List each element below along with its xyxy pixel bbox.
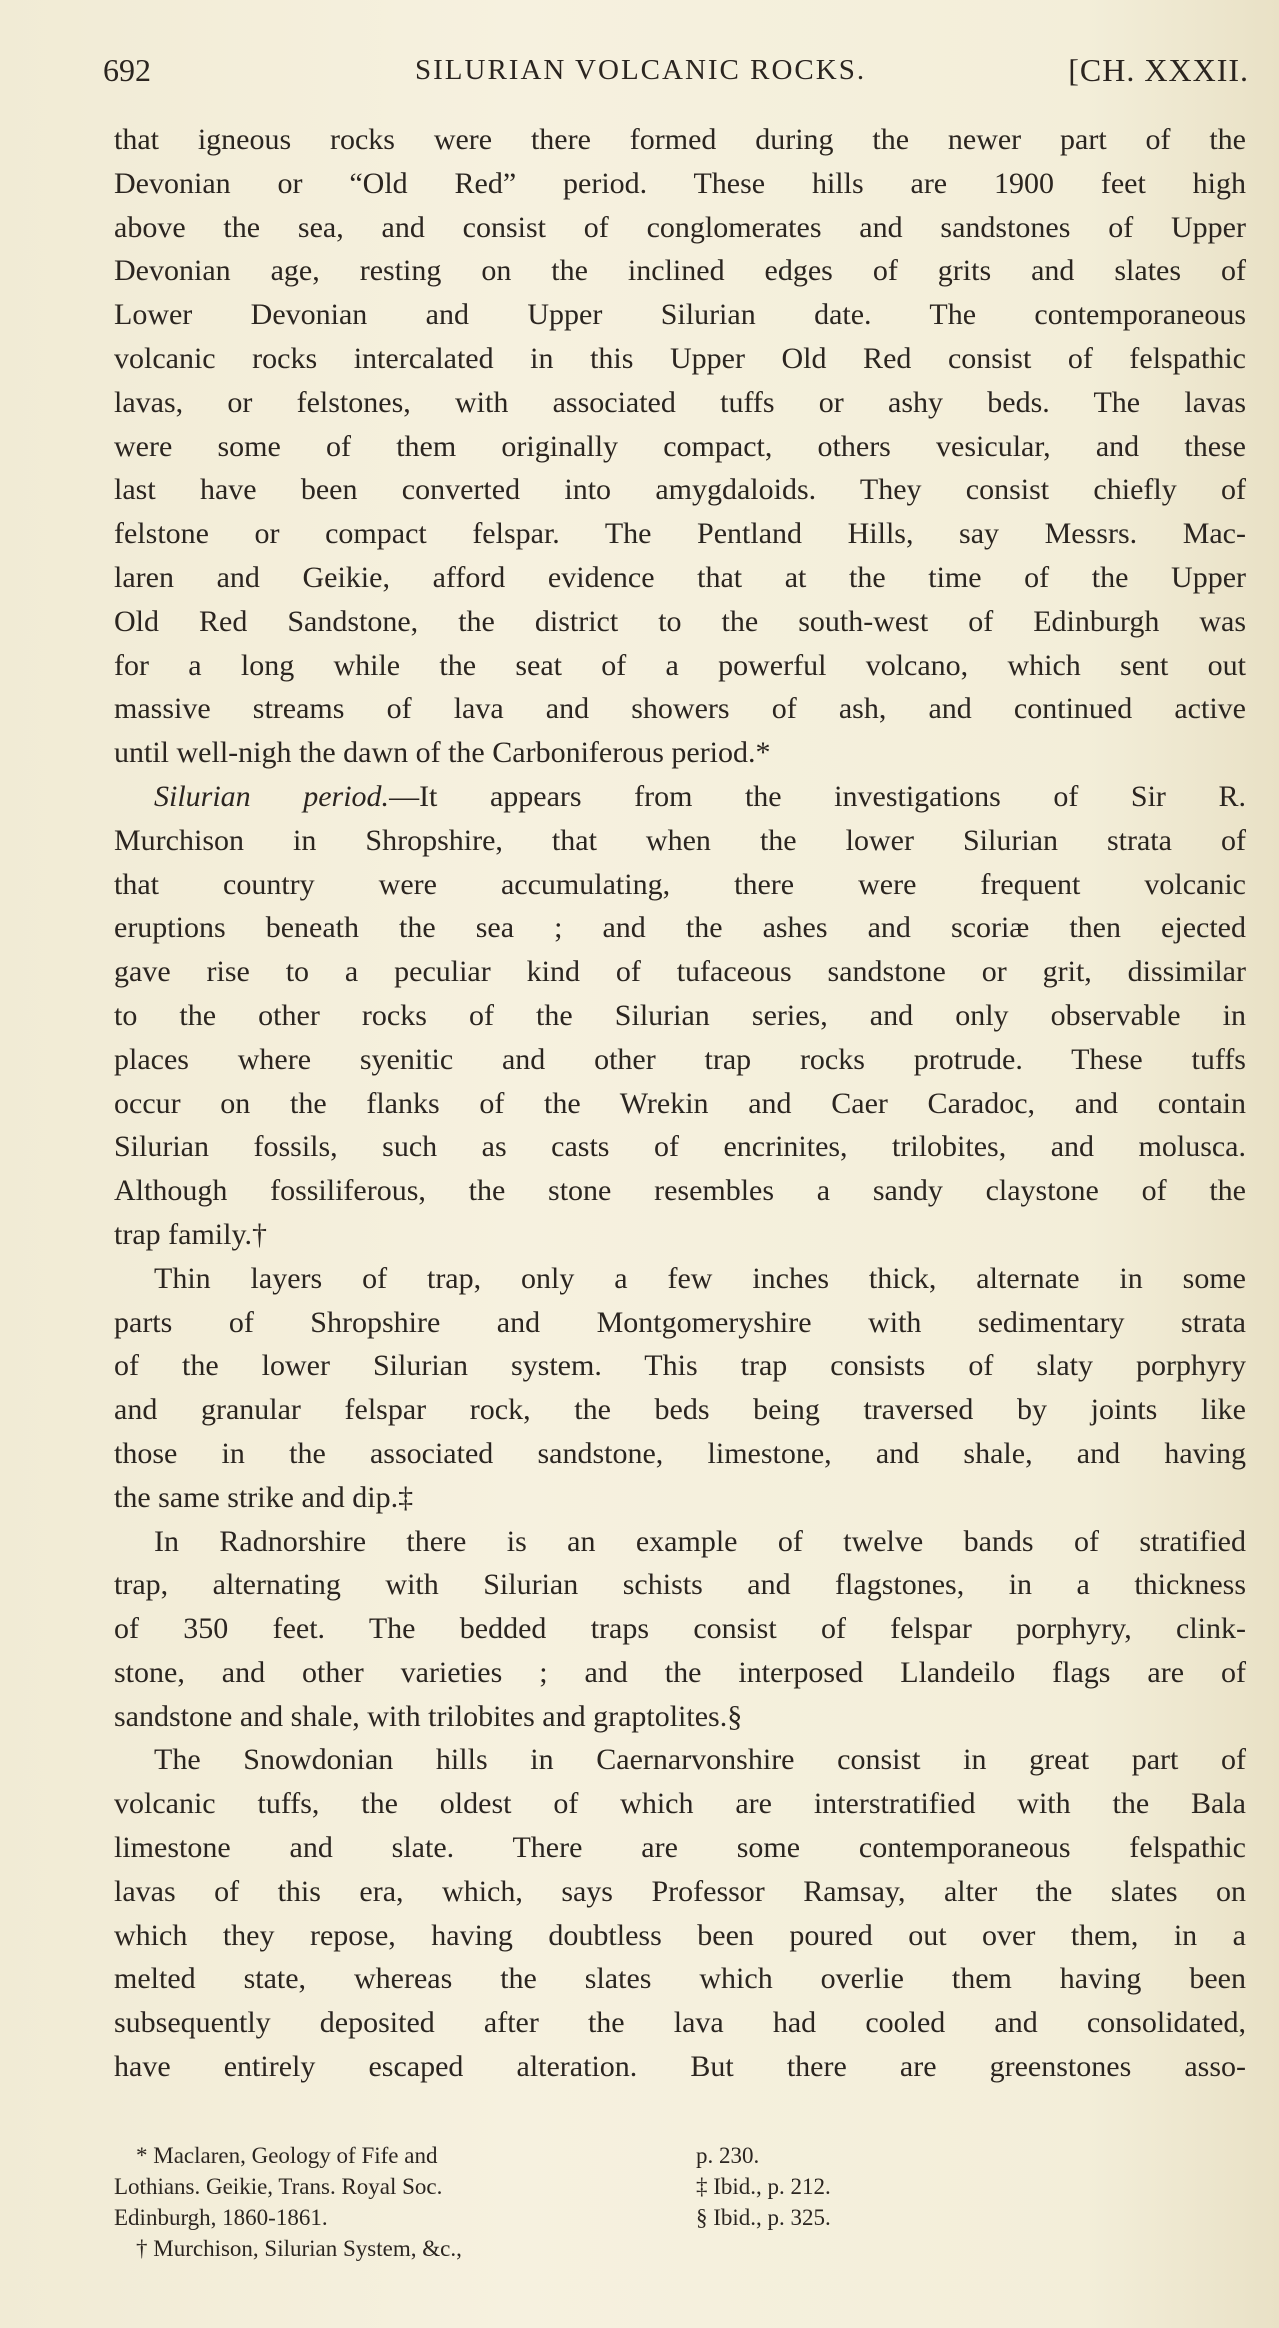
- text-line: [114, 644, 1246, 688]
- text-line: [114, 1563, 1246, 1607]
- line-text: to the other rocks of the Silurian series, and only observable in: [114, 998, 1246, 1032]
- line-text: sandstone and shale, with trilobites and graptolites.§: [114, 1699, 743, 1733]
- text-line: [114, 2045, 1246, 2089]
- body-text: [114, 118, 1246, 2089]
- line-text: volcanic tuffs, the oldest of which are interstratified with the Bala: [114, 1787, 1246, 1821]
- text-line: [114, 775, 1246, 819]
- footnotes-left-column: [114, 2140, 654, 2264]
- line-text: that igneous rocks were there formed during the newer part of the: [114, 123, 1246, 156]
- text-line: [114, 1520, 1246, 1564]
- line-text: until well-nigh the dawn of the Carboniferous period.*: [114, 736, 771, 770]
- footnote-line: § Ibid., p. 325.: [696, 2205, 831, 2230]
- line-text: eruptions beneath the sea ; and the ashes and scoriæ then ejected: [114, 911, 1246, 945]
- footnote-line: p. 230.: [696, 2143, 760, 2168]
- text-line: [114, 1257, 1246, 1301]
- line-text: subsequently deposited after the lava had cooled and consolidated,: [114, 2006, 1246, 2040]
- text-line: [114, 1476, 1246, 1520]
- text-line: [114, 2001, 1246, 2045]
- text-line: [114, 1213, 1246, 1257]
- text-line: [114, 337, 1246, 381]
- line-text: lavas of this era, which, says Professor Ramsay, alter the slates on: [114, 1874, 1246, 1908]
- text-line: [114, 731, 1246, 775]
- line-text: lavas, or felstones, with associated tuffs or ashy beds. The lavas: [114, 385, 1246, 419]
- line-text: Silurian fossils, such as casts of encrinites, trilobites, and molusca.: [114, 1130, 1246, 1164]
- line-text: trap family.†: [114, 1217, 268, 1251]
- text-line: [114, 512, 1246, 556]
- text-line: [114, 206, 1246, 250]
- text-line: [114, 906, 1246, 950]
- line-text: The Snowdonian hills in Caernarvonshire consist in great part of: [154, 1743, 1246, 1777]
- line-text: Murchison in Shropshire, that when the lower Silurian strata of: [114, 823, 1246, 857]
- line-text: Thin layers of trap, only a few inches thick, alternate in some: [154, 1261, 1246, 1295]
- text-line: [114, 1082, 1246, 1126]
- line-text: limestone and slate. There are some contemporaneous felspathic: [114, 1831, 1246, 1865]
- text-line: [114, 1169, 1246, 1213]
- line-text: places where syenitic and other trap rocks protrude. These tuffs: [114, 1042, 1246, 1076]
- line-text: Although fossiliferous, the stone resembles a sandy claystone of the: [114, 1174, 1246, 1208]
- text-line: [114, 687, 1246, 731]
- line-text: which they repose, having doubtless been poured out over them, in a: [114, 1918, 1246, 1952]
- line-text: felstone or compact felspar. The Pentland Hills, say Messrs. Mac-: [114, 517, 1246, 551]
- footnote-line: ‡ Ibid., p. 212.: [696, 2174, 831, 2199]
- line-text: and granular felspar rock, the beds being traversed by joints like: [114, 1393, 1246, 1427]
- text-line: [114, 600, 1246, 644]
- text-line: [114, 1826, 1246, 1870]
- line-text: that country were accumulating, there were frequent volcanic: [114, 867, 1246, 901]
- footnote-line: Edinburgh, 1860-1861.: [114, 2205, 328, 2230]
- footnotes-right-column: [696, 2140, 996, 2233]
- text-line: [114, 556, 1246, 600]
- text-line: [114, 1125, 1246, 1169]
- text-line: [114, 468, 1246, 512]
- text-line: [114, 1607, 1246, 1651]
- line-text: massive streams of lava and showers of ash, and continued active: [114, 692, 1246, 726]
- text-line: [114, 1344, 1246, 1388]
- line-text: those in the associated sandstone, limestone, and shale, and having: [114, 1436, 1246, 1470]
- footnote-line: † Murchison, Silurian System, &c.,: [136, 2236, 462, 2261]
- line-text: stone, and other varieties ; and the interposed Llandeilo flags are of: [114, 1655, 1246, 1689]
- text-line: [114, 1038, 1246, 1082]
- text-line: [114, 425, 1246, 469]
- running-title: SILURIAN VOLCANIC ROCKS.: [415, 54, 867, 86]
- text-line: [114, 863, 1246, 907]
- text-line: [114, 249, 1246, 293]
- text-line: [114, 1738, 1246, 1782]
- text-line: [114, 1914, 1246, 1958]
- text-line: [114, 1870, 1246, 1914]
- line-text: melted state, whereas the slates which overlie them having been: [114, 1962, 1246, 1996]
- line-text: Lower Devonian and Upper Silurian date. The contemporaneous: [114, 298, 1246, 332]
- text-line: [114, 1301, 1246, 1345]
- text-line: [114, 994, 1246, 1038]
- line-text: Devonian or “Old Red” period. These hills are 1900 feet high: [114, 166, 1246, 200]
- line-text: In Radnorshire there is an example of twelve bands of stratified: [154, 1524, 1246, 1558]
- text-line: [114, 1432, 1246, 1476]
- line-text: the same strike and dip.‡: [114, 1480, 414, 1514]
- line-text: trap, alternating with Silurian schists and flagstones, in a thickness: [114, 1568, 1246, 1602]
- line-text: above the sea, and consist of conglomerates and sandstones of Upper: [114, 210, 1246, 244]
- text-line: [114, 162, 1246, 206]
- chapter-label: [CH. XXXII.: [1068, 52, 1249, 88]
- line-text: laren and Geikie, afford evidence that at the time of the Upper: [114, 560, 1246, 594]
- line-text: gave rise to a peculiar kind of tufaceous sandstone or grit, dissimilar: [114, 955, 1246, 989]
- line-text: were some of them originally compact, others vesicular, and these: [114, 429, 1246, 463]
- text-line: [114, 1957, 1246, 2001]
- line-text: of the lower Silurian system. This trap consists of slaty porphyry: [114, 1349, 1246, 1383]
- footnote-line: Lothians. Geikie, Trans. Royal Soc.: [114, 2174, 443, 2199]
- line-text: volcanic rocks intercalated in this Upper Old Red consist of felspathic: [114, 341, 1246, 375]
- line-text: Old Red Sandstone, the district to the south-west of Edinburgh was: [114, 604, 1246, 638]
- line-text: for a long while the seat of a powerful volcano, which sent out: [114, 648, 1246, 682]
- text-line: [114, 819, 1246, 863]
- line-text: Devonian age, resting on the inclined edges of grits and slates of: [114, 254, 1246, 288]
- line-text: have entirely escaped alteration. But there are greenstones asso-: [114, 2050, 1246, 2084]
- line-text: last have been converted into amygdaloids. They consist chiefly of: [114, 473, 1246, 507]
- page-number: 692: [103, 52, 151, 88]
- text-line: [114, 1651, 1246, 1695]
- text-line: [114, 118, 1246, 162]
- line-text: parts of Shropshire and Montgomeryshire with sedimentary strata: [114, 1305, 1246, 1339]
- running-header: [0, 52, 1279, 92]
- text-line: [114, 381, 1246, 425]
- line-text: of 350 feet. The bedded traps consist of felspar porphyry, clink-: [114, 1612, 1246, 1646]
- text-line: [114, 950, 1246, 994]
- text-line: [114, 1388, 1246, 1432]
- text-line: [114, 1782, 1246, 1826]
- text-line: [114, 293, 1246, 337]
- line-text: occur on the flanks of the Wrekin and Caer Caradoc, and contain: [114, 1086, 1246, 1120]
- italic-heading: Silurian period.: [154, 779, 390, 813]
- footnote-line: * Maclaren, Geology of Fife and: [136, 2143, 438, 2168]
- line-text: —It appears from the investigations of Sir R.: [389, 779, 1246, 813]
- text-line: [114, 1695, 1246, 1739]
